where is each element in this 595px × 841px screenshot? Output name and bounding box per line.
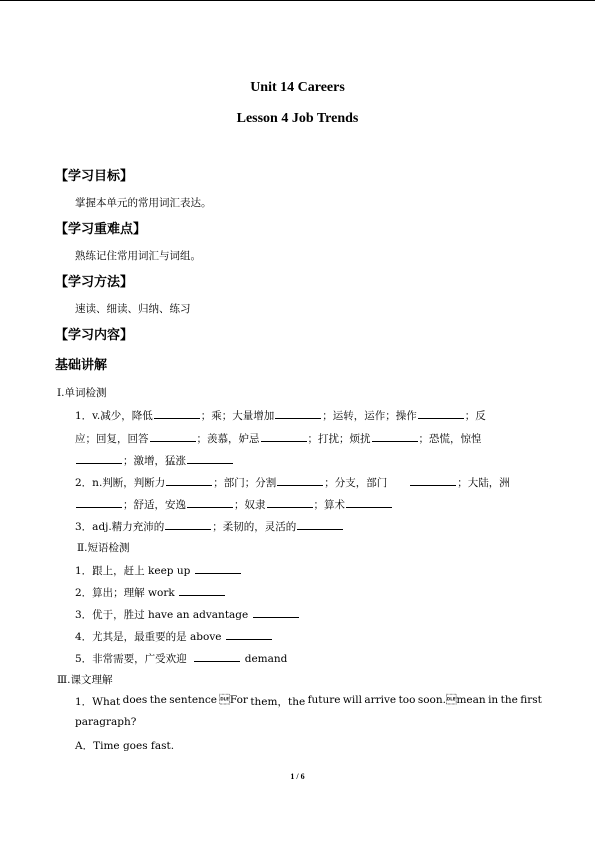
part1-q1-line1 [75,407,486,423]
blank[interactable] [261,430,307,442]
q2-text-g: ；算术 [313,499,345,511]
q1-text-d: ；反 [464,410,486,422]
blank[interactable] [165,518,211,530]
methods-heading: 【学习方法】 [55,275,134,290]
part1-q2-line2 [75,496,393,512]
methods-text: 速读、细读、归纳、练习 [75,303,191,315]
part3-q1-line1 [75,694,542,709]
goals-text: 掌握本单元的常用词汇表达。 [75,197,212,209]
q3-text-a: 3．adj.精力充沛的 [75,521,165,533]
part1-q3-line1 [75,518,344,534]
part3-option-a: A．Time goes fast. [75,740,175,752]
blank[interactable] [226,628,272,640]
word: the [500,694,518,706]
key-points-text: 熟练记住常用词汇与词组。 [75,250,201,262]
part1-q1-line3 [75,452,234,468]
page-subtitle: Lesson 4 Job Trends [236,111,359,126]
blank[interactable] [275,407,321,419]
blank[interactable] [179,584,225,596]
q1-text-e: 应；回复，回答 [75,433,149,445]
word: first [520,694,542,706]
word: arrive [364,694,397,706]
part3-q1-line2: paragraph? [75,716,137,728]
q1-text-c: ；运转，运作；操作 [322,410,417,422]
page-title: Unit 14 Careers [250,80,345,95]
blank[interactable] [297,518,343,530]
part2-item-1 [75,562,242,578]
q2-text-b: ；部门；分割 [213,477,277,489]
word: will [342,694,362,706]
word: 1．What [75,696,121,708]
word: too [398,694,416,706]
phrase-text: 1．跟上，赶上 keep up [75,565,191,577]
blank[interactable] [267,496,313,508]
word: the [149,694,167,706]
word: future [307,694,341,706]
phrase-tail: demand [244,653,288,665]
q2-text-c: ；分支，部门 [324,477,388,489]
part1-q2-line1 [75,474,510,490]
part2-item-3 [75,606,300,622]
blank[interactable] [253,606,299,618]
blank[interactable] [166,474,212,486]
q1-text-h: ；恐慌，惊惶 [418,433,482,445]
q1-text-i: ；激增，猛涨 [123,455,186,467]
word: sentence [169,694,217,706]
q3-text-b: ；柔韧的，灵活的 [212,521,297,533]
q2-text-d: ；大陆，洲 [457,477,510,489]
blank[interactable] [150,430,196,442]
blank[interactable] [187,496,233,508]
word: For [219,694,248,706]
phrase-text: 4．尤其是，最重要的是 above [75,631,222,643]
blank[interactable] [277,474,323,486]
goals-heading: 【学习目标】 [55,169,134,184]
blank[interactable] [372,430,418,442]
q1-text-g: ；打扰；烦扰 [307,433,371,445]
q1-text-b: ；乘；大量增加 [200,410,275,422]
q1-text-f: ；羡慕，妒忌 [196,433,260,445]
q1-text-a: 1．v.减少，降低 [75,410,153,422]
word: in [488,694,499,706]
word: soon.mean [417,694,486,706]
part1-q1-line2 [75,430,482,446]
phrase-text: 5．非常需要，广受欢迎 [75,653,187,665]
content-heading: 【学习内容】 [55,328,134,343]
word: does [122,694,148,706]
blank[interactable] [195,562,241,574]
q2-text-f: ；奴隶 [234,499,266,511]
part3-heading: Ⅲ.课文理解 [57,674,113,686]
part1-heading: Ⅰ.单词检测 [57,387,107,399]
blank[interactable] [154,407,200,419]
top-rule [0,0,595,1]
blank[interactable] [76,452,122,464]
phrase-text: 2．算出；理解 work [75,587,175,599]
part2-item-2 [75,584,226,600]
blank[interactable] [418,407,464,419]
part2-item-4 [75,628,273,644]
blank[interactable] [194,650,240,662]
blank[interactable] [346,496,392,508]
word: them，the [250,696,306,708]
blank[interactable] [187,452,233,464]
basics-heading: 基础讲解 [55,358,108,373]
q2-text-a: 2．n.判断，判断力 [75,477,166,489]
q2-text-e: ；舒适，安逸 [123,499,186,511]
blank[interactable] [76,496,122,508]
part2-item-5 [75,650,287,666]
phrase-text: 3．优于，胜过 have an advantage [75,609,249,621]
part2-heading: Ⅱ.短语检测 [77,542,130,554]
blank[interactable] [410,474,456,486]
key-points-heading: 【学习重难点】 [55,222,147,237]
page-number: 1 / 6 [290,772,305,781]
